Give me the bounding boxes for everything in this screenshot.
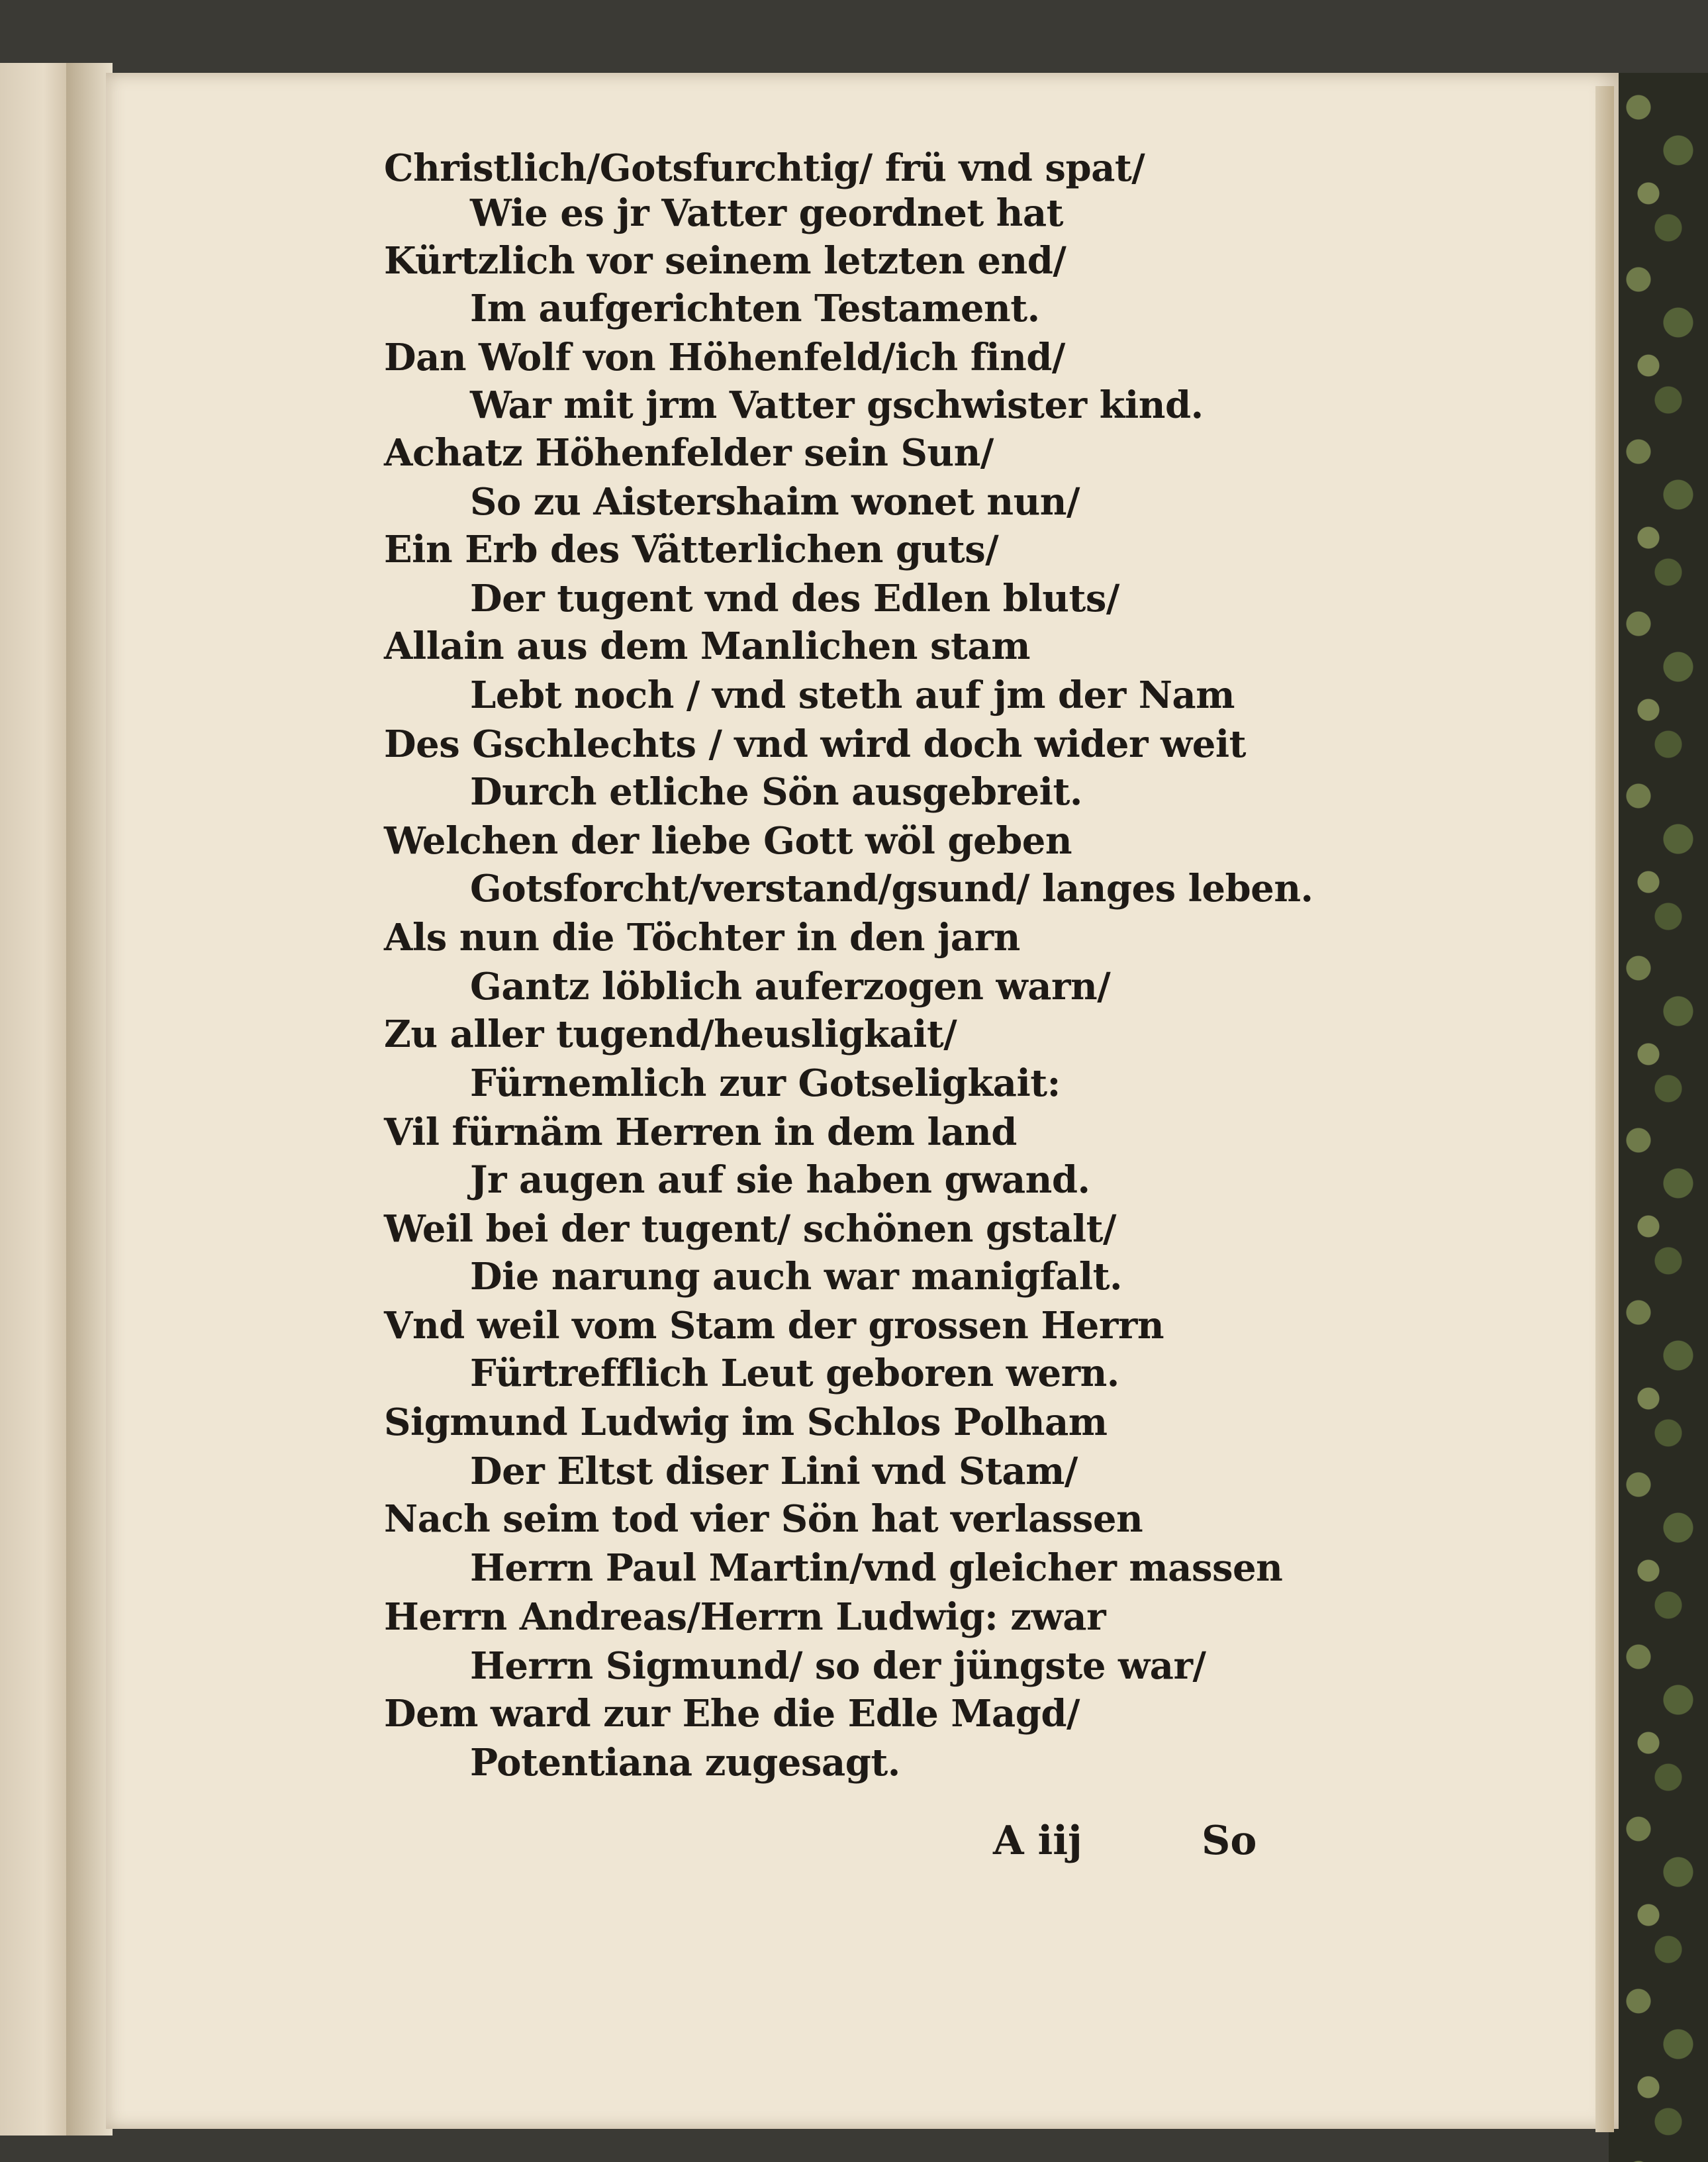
verse-line: Welchen der liebe Gott wöl geben	[384, 819, 1072, 863]
verse-line: Nach seim tod vier Sön hat verlassen	[384, 1497, 1143, 1541]
catchword: So	[1202, 1818, 1257, 1864]
verse-line: Potentiana zugesagt.	[470, 1741, 900, 1785]
verse-line: Im aufgerichten Testament.	[470, 287, 1040, 330]
verse-line: Des Gschlechts / vnd wird doch wider weit	[384, 722, 1247, 766]
verse-line: War mit jrm Vatter gschwister kind.	[470, 383, 1204, 427]
verse-line: Zu aller tugend/heusligkait/	[384, 1012, 957, 1056]
verse-line: Christlich/Gotsfurchtig/ frü vnd spat/	[384, 146, 1145, 190]
verse-line: Achatz Höhenfelder sein Sun/	[384, 431, 994, 475]
verse-line: Jr augen auf sie haben gwand.	[470, 1158, 1090, 1202]
verse-line: Der tugent vnd des Edlen bluts/	[470, 577, 1119, 620]
verse-line: Sigmund Ludwig im Schlos Polham	[384, 1400, 1108, 1444]
facing-page-edge	[0, 63, 73, 2136]
verse-line: Fürtrefflich Leut geboren wern.	[470, 1351, 1119, 1395]
verse-line: Gantz löblich auferzogen warn/	[470, 965, 1111, 1008]
verse-line: Herrn Paul Martin/vnd gleicher massen	[470, 1546, 1283, 1590]
verse-line: Durch etliche Sön ausgebreit.	[470, 770, 1082, 814]
verse-line: Ein Erb des Vätterlichen guts/	[384, 528, 999, 571]
verse-line: Allain aus dem Manlichen stam	[384, 624, 1030, 668]
verse-line: Die narung auch war manigfalt.	[470, 1255, 1123, 1299]
marbled-cover-edge	[1609, 73, 1708, 2162]
page-fore-edge	[1595, 86, 1614, 2132]
verse-line: Weil bei der tugent/ schönen gstalt/	[384, 1207, 1116, 1251]
verse-line: Fürnemlich zur Gotseligkait:	[470, 1061, 1061, 1105]
verse-line: Dan Wolf von Höhenfeld/ich find/	[384, 336, 1065, 379]
verse-line: Als nun die Töchter in den jarn	[384, 916, 1020, 959]
verse-line: Vnd weil vom Stam der grossen Herrn	[384, 1304, 1164, 1348]
verse-line: So zu Aistershaim wonet nun/	[470, 480, 1080, 524]
verse-line: Dem ward zur Ehe die Edle Magd/	[384, 1692, 1080, 1736]
verse-line: Kürtzlich vor seinem letzten end/	[384, 239, 1067, 283]
verse-line: Lebt noch / vnd steth auf jm der Nam	[470, 673, 1235, 717]
verse-line: Gotsforcht/verstand/gsund/ langes leben.	[470, 867, 1313, 910]
verse-line: Vil fürnäm Herren in dem land	[384, 1110, 1017, 1154]
verse-line: Herrn Andreas/Herrn Ludwig: zwar	[384, 1595, 1106, 1639]
verse-line: Der Eltst diser Lini vnd Stam/	[470, 1450, 1078, 1493]
signature-mark: A iij	[993, 1818, 1082, 1864]
verse-line: Herrn Sigmund/ so der jüngste war/	[470, 1644, 1206, 1688]
verse-line: Wie es jr Vatter geordnet hat	[470, 191, 1064, 235]
